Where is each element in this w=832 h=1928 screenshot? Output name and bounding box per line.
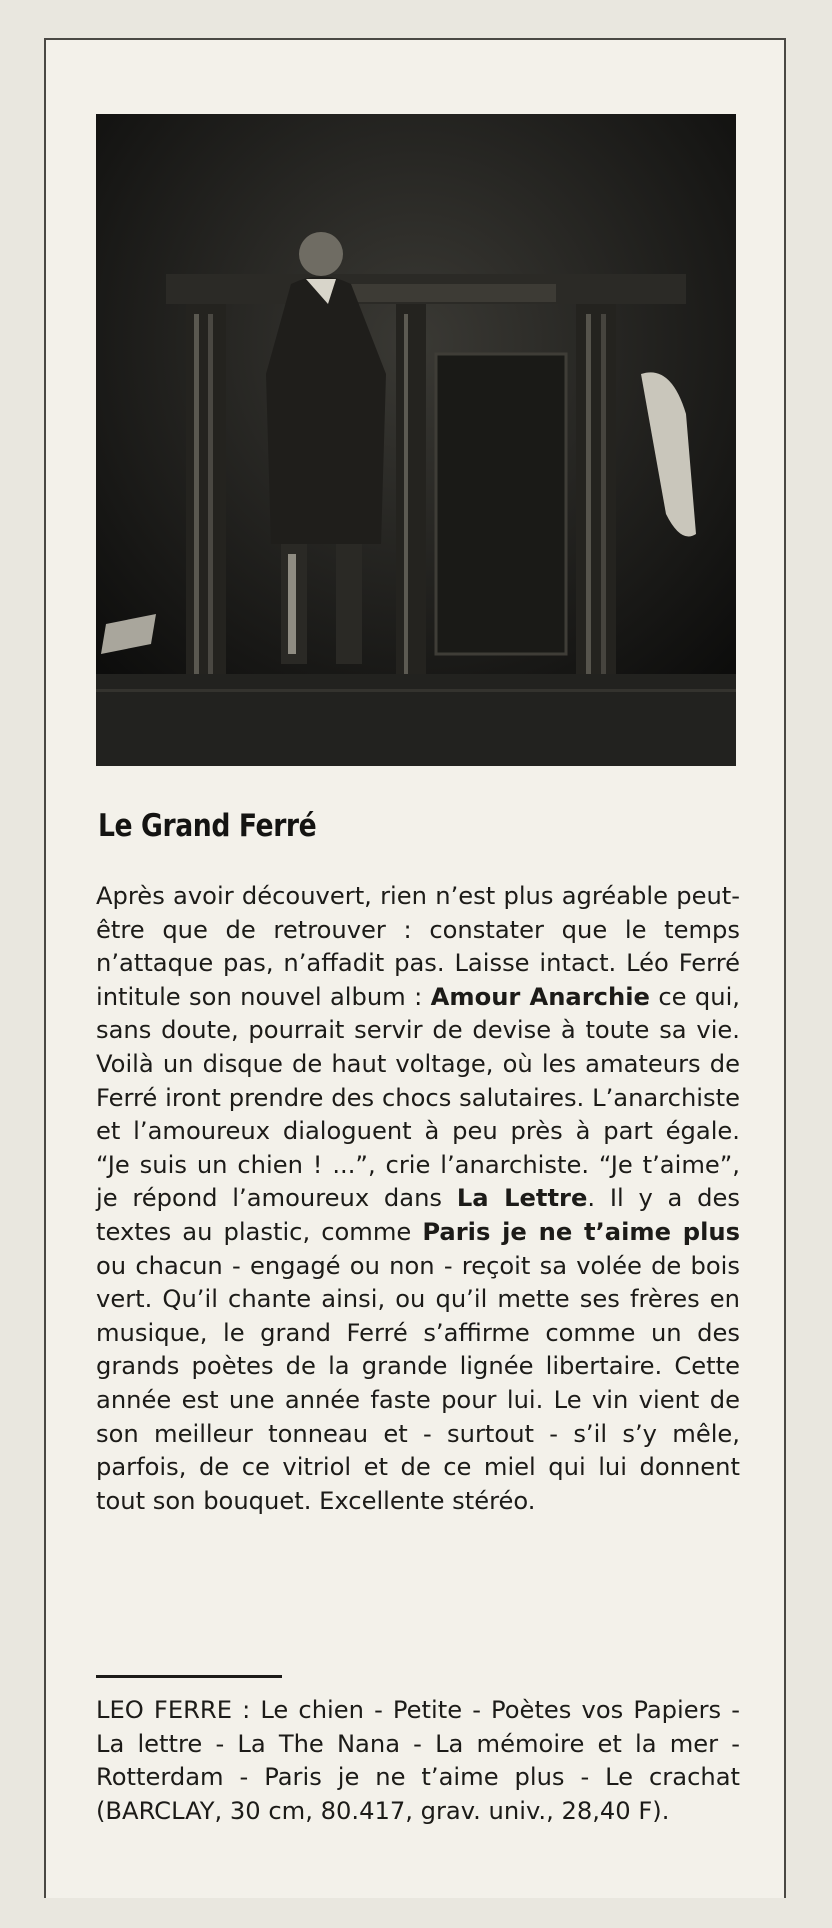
article-body <box>96 880 740 1518</box>
body-run: . Il y a des textes au plastic, comme <box>96 1184 740 1246</box>
body-run: ce qui, sans doute, pourrait servir de devise à toute sa vie. Voilà un disque de haut voltage, où les amateurs de Ferré iront prendre des chocs salutaires. L’anarchiste et l’amoureux dialoguent à peu près à part égale. “Je suis un chien ! ...”, crie l’anarchiste. “Je t’aime”, je répond l’amoureux dans <box>96 982 740 1213</box>
album-cover-photo <box>96 114 736 766</box>
tracklist: LEO FERRE : Le chien - Petite - Poètes vos Papiers - La lettre - La The Nana - La mémoire et la mer - Rotterdam - Paris je ne t’aime plus - Le crachat (BARCLAY, 30 cm, 80.417, grav. univ., 28,40 F). <box>96 1696 740 1825</box>
bold-title-run: Amour Anarchie <box>430 982 650 1011</box>
divider-rule <box>96 1675 282 1678</box>
body-run: ou chacun - engagé ou non - reçoit sa volée de bois vert. Qu’il chante ainsi, ou qu’il mette ses frères en musique, le grand Ferré s’affirme comme un des grands poètes de la grande lignée libertaire. Cette année est une année faste pour lui. Le vin vient de son meilleur tonneau et - surtout - s’il s’y mêle, parfois, de ce vitriol et de ce miel qui lui donnent tout son bouquet. Excellente stéréo. <box>96 1251 740 1515</box>
photo-illustration <box>96 114 736 766</box>
newspaper-clipping <box>44 38 786 1898</box>
bold-title-run: La Lettre <box>456 1184 588 1213</box>
body-run: Après avoir découvert, rien n’est plus agréable peut-être que de retrouver : constater que le temps n’attaque pas, n’affadit pas. Laisse intact. Léo Ferré intitule son nouvel album : <box>96 882 740 1011</box>
article-title: Le Grand Ferré <box>98 808 317 844</box>
bold-title-run: Paris je ne t’aime plus <box>422 1217 740 1246</box>
